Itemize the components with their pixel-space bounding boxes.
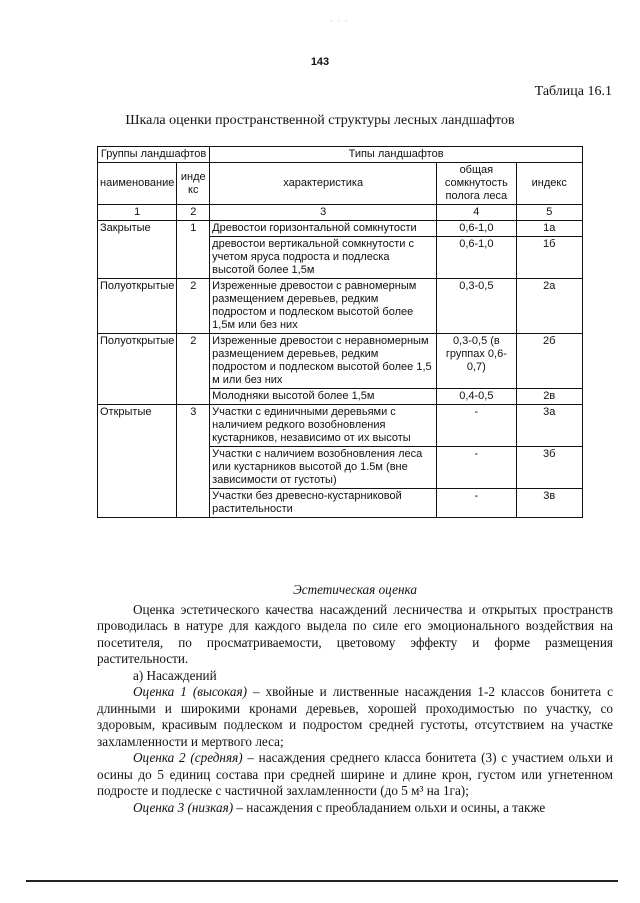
type-index: 3в <box>516 489 582 518</box>
table-number-row <box>98 205 583 221</box>
col-number: 3 <box>210 205 437 221</box>
grade-3-paragraph <box>97 800 613 817</box>
type-index: 1б <box>516 237 582 279</box>
grade-2-paragraph <box>97 750 613 800</box>
group-index: 1 <box>177 221 210 279</box>
type-index: 1а <box>516 221 582 237</box>
group-name: Открытые <box>98 405 177 518</box>
grade-3-text: – насаждения с преобладанием ольхи и осины, а также <box>233 799 546 815</box>
types-header: Типы ландшафтов <box>210 147 583 163</box>
intro-paragraph: Оценка эстетического качества насаждений лесничества и открытых пространств проводилась в натуре для каждого выдела по силе его эмоционального воздействия на посетителя, по просматриваемости, цветовому эффекту и форме размещения растительности. <box>97 601 613 666</box>
col-index2-header: индекс <box>516 163 582 205</box>
density: - <box>437 405 516 447</box>
group-name: Полуоткрытые <box>98 279 177 334</box>
characteristic: Участки без древесно-кустарниковой растительности <box>210 489 437 518</box>
col-index-header: индекс <box>177 163 210 205</box>
table-row <box>98 405 583 447</box>
grade-1-text: – хвойные и лиственные насаждения 1-2 классов бонитета с длинными и широкими кронами деревьев, хорошей проходимостью по участку, со здоровым, красивым подлеском и подростом средней густоты, отсутствием на участке захламленности и мертвого леса; <box>97 684 613 749</box>
table-title: Шкала оценки пространственной структуры лесных ландшафтов <box>125 113 515 128</box>
type-index: 2б <box>516 334 582 389</box>
grade-1-paragraph <box>97 684 613 750</box>
col-number: 5 <box>516 205 582 221</box>
type-index: 2в <box>516 389 582 405</box>
col-number: 4 <box>437 205 516 221</box>
characteristic: Изреженные древостои с неравномерным размещением деревьев, редким подростом и подлеском высотой более 1,5 м или без них <box>210 334 437 389</box>
grade-3-label: Оценка 3 (низкая) <box>133 799 234 815</box>
page-number: 143 <box>310 56 330 68</box>
characteristic: Участки с наличием возобновления леса или кустарников высотой до 1.5м (вне зависимости от густоты) <box>210 447 437 489</box>
col-name-header: наименование <box>98 163 177 205</box>
group-index: 3 <box>177 405 210 518</box>
group-header: Группы ландшафтов <box>98 147 210 163</box>
type-index: 2а <box>516 279 582 334</box>
group-name: Закрытые <box>98 221 177 279</box>
characteristic: Изреженные древостои с равномерным размещением деревьев, редким подростом и подлеском высотой более 1,5м или без них <box>210 279 437 334</box>
density: 0,3-0,5 (в группах 0,6-0,7) <box>437 334 516 389</box>
table-header-row <box>98 147 583 163</box>
col-number: 2 <box>177 205 210 221</box>
section-title: Эстетическая оценка <box>293 582 417 597</box>
grade-2-text: – насаждения среднего класса бонитета (3) с участием ольхи и осины до 5 единиц состава при средней ширине и длине крон, густом или угнетенном подросте и подлеске с частичной захламленности (до 5 м³ на 1га); <box>97 750 613 798</box>
group-index: 2 <box>177 334 210 405</box>
col-char-header: характеристика <box>210 163 437 205</box>
type-index: 3а <box>516 405 582 447</box>
scan-smudge: · · · <box>330 16 349 26</box>
footer-rule <box>26 880 618 882</box>
characteristic: Древостои горизонтальной сомкнутости <box>210 221 437 237</box>
characteristic: Молодняки высотой более 1,5м <box>210 389 437 405</box>
grade-1-label: Оценка 1 (высокая) <box>133 684 247 699</box>
density: - <box>437 447 516 489</box>
density: 0,6-1,0 <box>437 237 516 279</box>
characteristic: древостои вертикальной сомкнутости с учетом яруса подроста и подлеска высотой более 1,5м <box>210 237 437 279</box>
col-density-header: общая сомкнутость полога леса <box>437 163 516 205</box>
table-subheader-row <box>98 163 583 205</box>
landscape-structure-table <box>97 146 583 518</box>
col-number: 1 <box>98 205 177 221</box>
table-label: Таблица 16.1 <box>534 84 612 99</box>
group-name: Полуоткрытые <box>98 334 177 405</box>
table-row <box>98 221 583 237</box>
table-row <box>98 279 583 334</box>
table-row <box>98 334 583 389</box>
density: 0,3-0,5 <box>437 279 516 334</box>
subsection-a: а) Насаждений <box>133 667 217 683</box>
type-index: 3б <box>516 447 582 489</box>
density: - <box>437 489 516 518</box>
grade-2-label: Оценка 2 (средняя) <box>133 750 243 765</box>
group-index: 2 <box>177 279 210 334</box>
density: 0,6-1,0 <box>437 221 516 237</box>
aesthetic-assessment-section <box>97 582 613 816</box>
density: 0,4-0,5 <box>437 389 516 405</box>
characteristic: Участки с единичными деревьями с наличием редкого возобновления кустарников, независимо от их высоты <box>210 405 437 447</box>
